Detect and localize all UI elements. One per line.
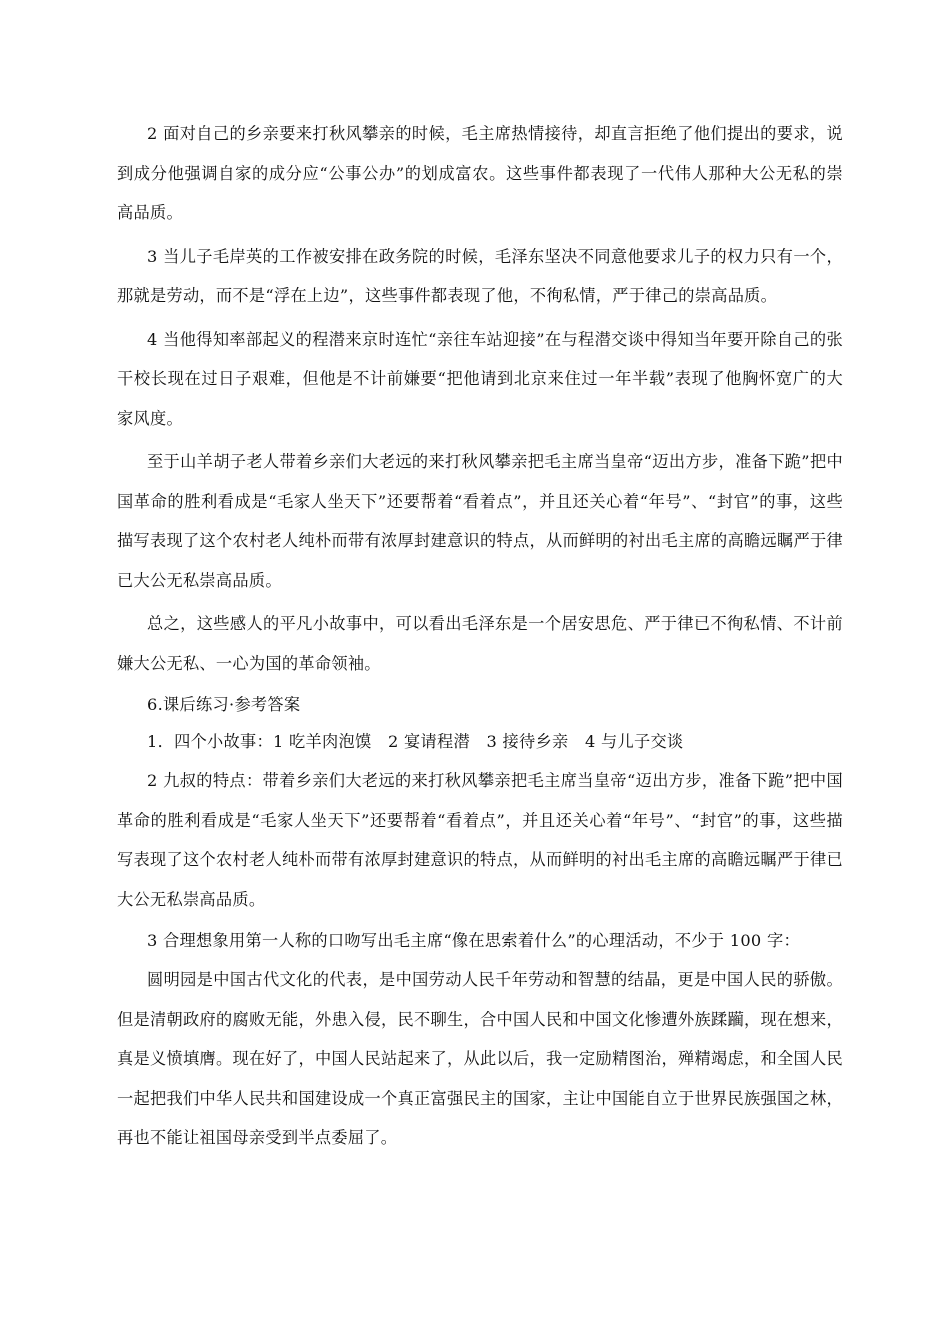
- answer-1-four-stories: 1．四个小故事：1 吃羊肉泡馍 2 宴请程潜 3 接待乡亲 4 与儿子交谈: [147, 732, 684, 751]
- answer-3-prompt: 3 合理想象用第一人称的口吻写出毛主席“像在思索着什么”的心理活动，不少于 100 字：: [147, 931, 800, 950]
- document-body: [117, 114, 843, 1162]
- paragraph-unselfish-relatives: 2 面对自己的乡亲要来打秋风攀亲的时候，毛主席热情接待，却直言拒绝了他们提出的要求，说到成分他强调自家的成分应“公事公办”的划成富农。这些事件都表现了一代伟人那种大公无私的崇高品质。: [117, 124, 843, 222]
- paragraph-cheng-qian: 4 当他得知率部起义的程潜来京时连忙“亲往车站迎接”在与程潜交谈中得知当年要开除自己的张干校长现在过日子艰难，但他是不计前嫌要“把他请到北京来住过一年半载”表现了他胸怀宽广的大家风度。: [117, 329, 843, 428]
- section-heading-exercises: 6.课后练习·参考答案: [147, 695, 301, 714]
- paragraph-son-anying: 3 当儿子毛岸英的工作被安排在政务院的时候，毛泽东坚决不同意他要求儿子的权力只有一个，那就是劳动，而不是“浮在上边”，这些事件都表现了他，不徇私情，严于律己的崇高品质。: [117, 246, 843, 305]
- paragraph-summary: 总之，这些感人的平凡小故事中，可以看出毛泽东是一个居安思危、严于律已不徇私情、不计前嫌大公无私、一心为国的革命领袖。: [117, 614, 843, 673]
- answer-2-uncle-nine: 2 九叔的特点：带着乡亲们大老远的来打秋风攀亲把毛主席当皇帝“迈出方步，准备下跪”把中国革命的胜利看成是“毛家人坐天下”还要帮着“看着点”，并且还关心着“年号”、“封官”的事，这些描写表现了这个农村老人纯朴而带有浓厚封建意识的特点，从而鲜明的衬出毛主席的高瞻远瞩严于律已大公无私崇高品质。: [117, 771, 843, 909]
- answer-3-essay: 圆明园是中国古代文化的代表，是中国劳动人民千年劳动和智慧的结晶，更是中国人民的骄傲。但是清朝政府的腐败无能，外患入侵，民不聊生，合中国人民和中国文化惨遭外族蹂躏，现在想来，真是义愤填膺。现在好了，中国人民站起来了，从此以后，我一定励精图治，殚精竭虑，和全国人民一起把我们中华人民共和国建设成一个真正富强民主的国家，主让中国能自立于世界民族强国之林，再也不能让祖国母亲受到半点委屈了。: [117, 970, 843, 1147]
- paragraph-old-man: 至于山羊胡子老人带着乡亲们大老远的来打秋风攀亲把毛主席当皇帝“迈出方步，准备下跪”把中国革命的胜利看成是“毛家人坐天下”还要帮着“看着点”，并且还关心着“年号”、“封官”的事，这些描写表现了这个农村老人纯朴而带有浓厚封建意识的特点，从而鲜明的衬出毛主席的高瞻远瞩严于律已大公无私崇高品质。: [117, 452, 843, 590]
